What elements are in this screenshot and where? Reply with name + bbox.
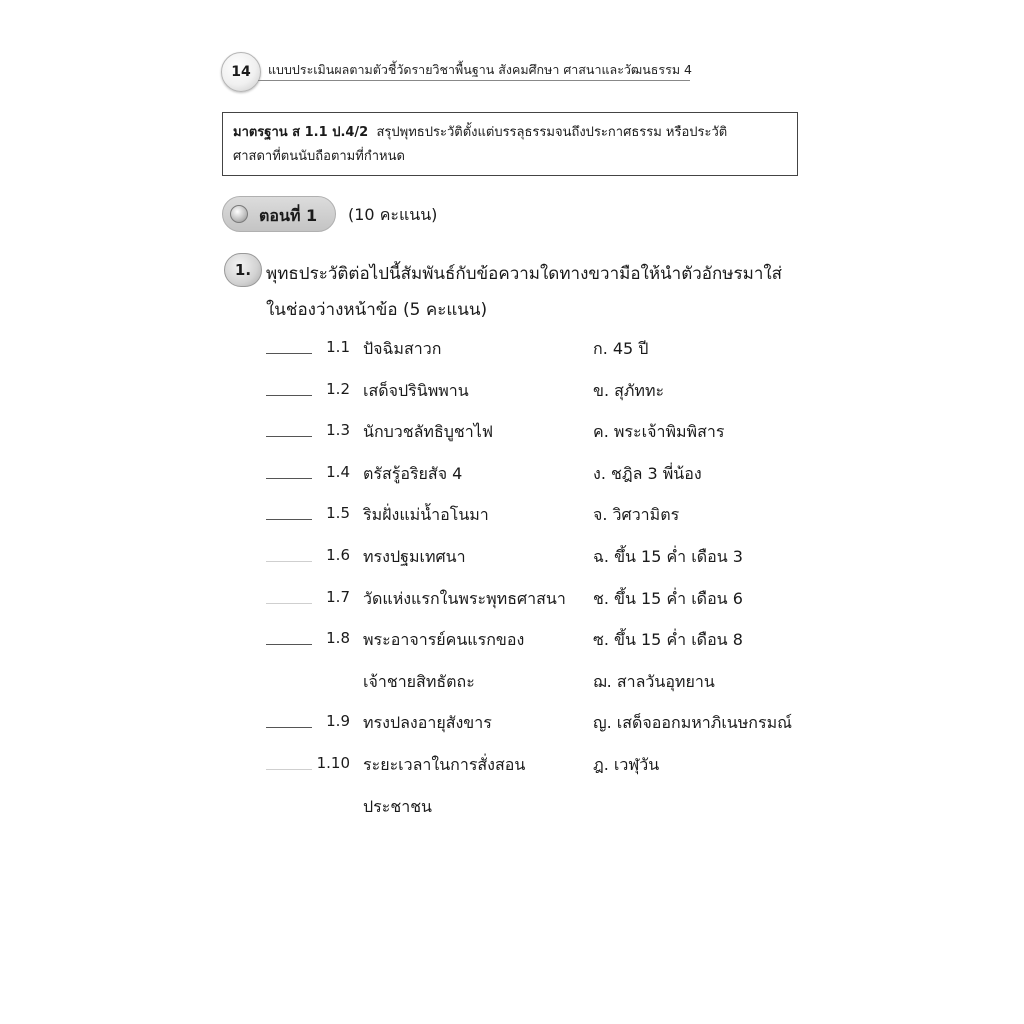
answer-blank-1-9[interactable] [266,727,312,728]
item-number: 1.7 [326,588,350,606]
item-number: 1.4 [326,463,350,481]
option-item: ฌ. สาลวันอุทยาน [593,672,715,691]
question-line-1: พุทธประวัติต่อไปนี้สัมพันธ์กับข้อความใดทางขวามือให้นำตัวอักษรมาใส่ [266,264,783,284]
option-item: ง. ชฎิล 3 พี่น้อง [593,464,702,483]
item-term: ตรัสรู้อริยสัจ 4 [363,464,463,483]
standard-line-1 [233,121,787,145]
item-term-continued: ประชาชน [363,797,432,816]
option-item: ช. ขึ้น 15 ค่ำ เดือน 6 [593,589,743,608]
question-number-badge: 1. [224,253,262,287]
header-divider [258,80,690,81]
part-score: (10 คะแนน) [348,205,438,224]
standard-text-1: สรุปพุทธประวัติตั้งแต่บรรลุธรรมจนถึงประกาศธรรม หรือประวัติ [376,125,728,140]
answer-blank-1-5[interactable] [266,519,312,520]
answer-blank-1-8[interactable] [266,644,312,645]
item-term: วัดแห่งแรกในพระพุทธศาสนา [363,589,566,608]
question-line-2: ในช่องว่างหน้าข้อ (5 คะแนน) [266,300,488,320]
answer-blank-1-7[interactable] [266,603,312,604]
item-number: 1.6 [326,546,350,564]
item-number: 1.1 [326,338,350,356]
item-term: นักบวชลัทธิบูชาไฟ [363,422,494,441]
answer-blank-1-1[interactable] [266,353,312,354]
option-item: จ. วิศวามิตร [593,505,680,524]
item-number: 1.9 [326,712,350,730]
item-term: ระยะเวลาในการสั่งสอน [363,755,526,774]
option-item: ค. พระเจ้าพิมพิสาร [593,422,725,441]
option-item: ญ. เสด็จออกมหาภิเนษกรมณ์ [593,713,792,732]
standard-text-2: ศาสดาที่ตนนับถือตามที่กำหนด [233,149,405,164]
item-term: ทรงปลงอายุสังขาร [363,713,492,732]
standard-label: มาตรฐาน ส 1.1 ป.4/2 [233,125,369,140]
answer-blank-1-4[interactable] [266,478,312,479]
part-heading-pill [222,196,336,232]
option-item: ก. 45 ปี [593,339,649,358]
option-item: ข. สุภัททะ [593,381,665,400]
option-item: ฉ. ขึ้น 15 ค่ำ เดือน 3 [593,547,743,566]
bullet-icon [230,205,248,223]
item-term-continued: เจ้าชายสิทธัตถะ [363,672,475,691]
option-item: ฎ. เวฬุวัน [593,755,660,774]
part-label: ตอนที่ 1 [259,206,318,225]
item-term: ทรงปฐมเทศนา [363,547,466,566]
item-number: 1.2 [326,380,350,398]
page-number-badge: 14 [221,52,261,92]
answer-blank-1-6[interactable] [266,561,312,562]
answer-blank-1-3[interactable] [266,436,312,437]
item-number: 1.3 [326,421,350,439]
standard-box [222,112,798,176]
item-term: พระอาจารย์คนแรกของ [363,630,525,649]
item-number: 1.8 [326,629,350,647]
item-number: 1.5 [326,504,350,522]
running-header-title: แบบประเมินผลตามตัวชี้วัดรายวิชาพื้นฐาน สังคมศึกษา ศาสนาและวัฒนธรรม 4 [268,62,692,77]
answer-blank-1-10[interactable] [266,769,312,770]
item-number: 1.10 [316,754,350,772]
item-term: เสด็จปรินิพพาน [363,381,469,400]
question-text [266,256,826,328]
item-term: ริมฝั่งแม่น้ำอโนมา [363,505,489,524]
item-term: ปัจฉิมสาวก [363,339,442,358]
answer-blank-1-2[interactable] [266,395,312,396]
option-item: ซ. ขึ้น 15 ค่ำ เดือน 8 [593,630,743,649]
